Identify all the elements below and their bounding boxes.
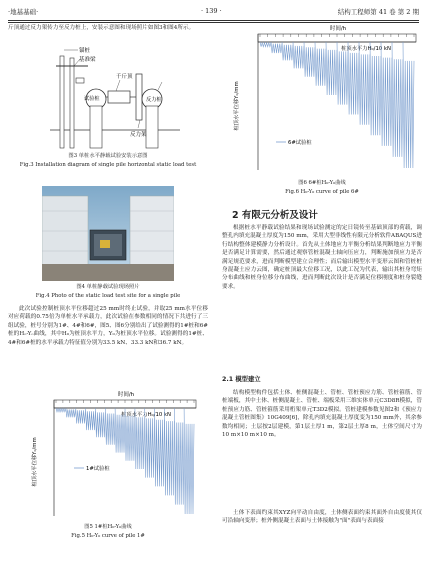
load-cycle	[293, 42, 304, 68]
left-body-text: 此次试验控制桩顶水平位移超过25 mm时终止试验，并取25 mm水平位移对应荷载的0.75倍为单桩水平承载力，此次试验在参数相同的情况下共进行了三组试验，桩号分别为1#、4#和6#，图5、图6分别给出了试验测得的1#桩和6#桩的Hₒ-Yₒ曲线，其中H₀为桩顶水平力，Y₀为桩顶水平位移。试验测得的1#桩、4#和6#桩的水平承载力特征值分别为33.5 kN、33.3 kN和36.7 kN。	[8, 306, 208, 346]
label-datum-beam: 基准梁	[79, 57, 96, 63]
load-cycle	[392, 42, 403, 157]
ground-photo	[42, 264, 174, 281]
label-anchor-pile: 锚桩	[79, 48, 91, 54]
yellow-jack-photo	[100, 240, 110, 248]
fig4-caption-cn: 图4 单桩静载试验现场照片	[76, 284, 140, 290]
label-reaction-pile: 反力桩	[146, 97, 162, 103]
fig6-caption-cn: 图6 6#桩H₀-Y₀曲线	[298, 180, 346, 186]
fig5-top-ticks	[56, 400, 194, 403]
load-cycle	[174, 408, 184, 505]
fig6-top-label: 时间/h	[329, 26, 347, 32]
fig3-caption-en: Fig.3 Installation diagram of single pile horizontal static load test	[19, 162, 197, 168]
load-cycle	[370, 42, 381, 135]
load-cycle	[95, 408, 105, 437]
fig5-chart	[22, 390, 202, 520]
page-header	[8, 6, 419, 18]
load-cycle	[86, 408, 96, 430]
load-cycle	[164, 408, 174, 495]
section-heading: 2 有限元分析及设计	[232, 210, 318, 221]
header-rule	[8, 20, 419, 23]
fig4-photo	[42, 186, 174, 281]
anchor-pile-1	[60, 56, 64, 148]
right-para-2: 结构模型构件包括土体、桩侧混凝土、管桩、管桩预应力筋、管桩箍筋、管桩端板，其中土体、桩侧混凝土、管桩、端板采用三维实体单元C3D8R模拟，管桩预应力筋、管桩箍筋采用桁架单元T3D2模拟。管桩建模参数见图2和《预应力混凝土管桩图集》10G409[6]，除孔内填充混凝土厚度变为150 mm外，其余参数均相同；土层按2层建模，第1层土厚1 m，第2层土厚8 m，土体空间尺寸为10 m×10 m×10 m。	[222, 390, 422, 439]
fig5-ylabel: 桩顶水平位移Y₀/mm	[32, 437, 38, 487]
load-cycle	[304, 42, 315, 77]
fig5-caption-cn: 图5 1#桩H₀-Y₀曲线	[84, 524, 132, 530]
reaction-frame	[136, 74, 142, 120]
load-cycle	[315, 42, 326, 86]
load-cycle	[359, 42, 370, 125]
left-intro-text: 斤顶通过反力架传力至反力桩上，安装示意图和现场照片如图3和图4所示。	[8, 25, 195, 31]
page-number: · 139 ·	[201, 7, 222, 15]
jack	[108, 91, 130, 103]
right-para-1: 根据桩水平静载试验结果和现场试验测定的定日镜传至基础顶部的荷载，调整孔内填充混凝土厚度为150 mm，采用大型非线性有限元分析软件ABAQUS进行结构整体建模静力分析设计。首先从土体地应力平衡分析结果判断地应力平衡是否满足计算需要，然后通过观察管桩混凝土轴向压应力，判断施加预应力是否满足规范要求，进而判断模型建立合理性；而后输出模型水平变形云图和管桩桩身混凝土应力云图，确定桩顶最大位移工况，以此工况为代表，输出其桩身弯矩分布曲线和桩身位移分布曲线，进而判断此次设计是否满足位移刚度和桩身裂缝要求。	[222, 225, 422, 290]
fig6-chart	[224, 24, 422, 174]
fig5-series	[56, 408, 194, 514]
load-cycle	[145, 408, 155, 478]
load-cycle	[403, 42, 414, 168]
fig6-top-ticks	[260, 34, 414, 37]
load-cycle	[76, 408, 86, 424]
load-cycle	[381, 42, 392, 146]
subsection-heading: 2.1 模型建立	[222, 376, 261, 383]
fig4-caption-en: Fig.4 Photo of the static load test site for a single pile	[35, 293, 181, 299]
reaction-pile-body	[146, 106, 158, 148]
fig5-legend: 1#试验桩	[86, 466, 110, 472]
label-test-pile: 试验桩	[84, 96, 100, 102]
journal-title: 结构工程师第 41 卷 第 2 期	[337, 8, 419, 16]
fig6-caption-en: Fig.6 H₀-Y₀ curve of pile 6#	[285, 189, 359, 195]
label-jack: 千斤顶	[116, 74, 133, 80]
fig3-schematic	[50, 44, 180, 152]
fig6-legend: 6#试验桩	[288, 140, 312, 146]
header-section-label: ·地基基础·	[8, 8, 39, 16]
load-cycle	[56, 408, 66, 412]
test-pile-body	[90, 106, 102, 148]
right-para-3: 土体下表面约束其XYZ向平动自由度，土体侧表面约束其面外自由度使其仅可沿轴向变形；桩外侧混凝土表面与土体接触为"面"表面与表面接	[222, 510, 422, 525]
label-reaction-frame: 反力架	[130, 132, 147, 138]
fig6-xlabel: 桩顶水平力H₀/10 kN	[341, 46, 391, 52]
load-cycle	[184, 408, 194, 514]
load-cycle	[282, 42, 293, 60]
load-cycle	[105, 408, 115, 445]
load-cycle	[260, 42, 271, 47]
load-cycle	[326, 42, 337, 95]
load-cycle	[348, 42, 359, 115]
load-cycle	[155, 408, 165, 486]
fig5-caption-en: Fig.5 H₀-Y₀ curve of pile 1#	[71, 533, 145, 539]
load-cycle	[66, 408, 76, 417]
fig6-series	[260, 42, 414, 168]
fig3-caption-cn: 图3 单桩水平静载试验安装示意图	[68, 153, 148, 159]
fig5-xlabel: 桩顶水平力H₀/10 kN	[121, 412, 171, 418]
fig6-ylabel: 桩顶水平位移Y₀/mm	[234, 81, 240, 131]
fig5-top-label: 时间/h	[117, 392, 135, 398]
anchor-pile-2	[70, 58, 74, 148]
load-cycle	[271, 42, 282, 53]
dial-gauge	[76, 78, 84, 83]
